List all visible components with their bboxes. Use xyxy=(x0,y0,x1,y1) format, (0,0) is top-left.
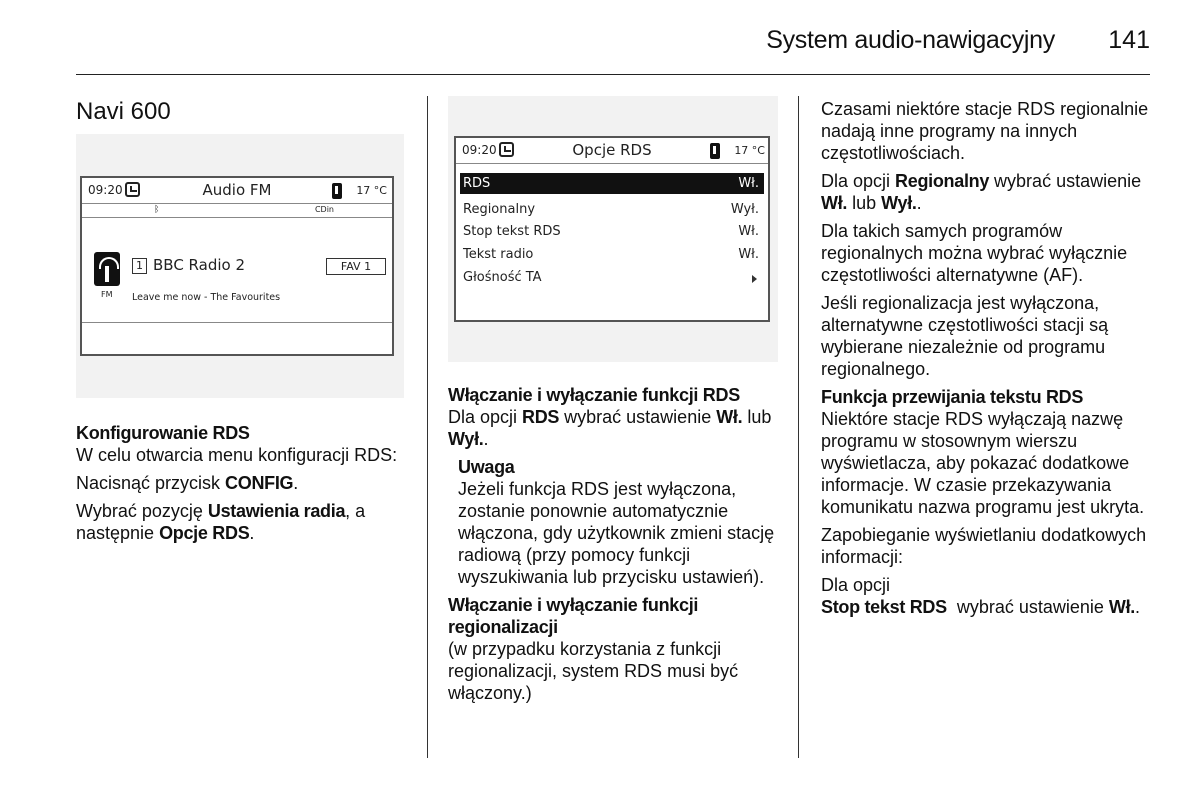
note-box xyxy=(448,456,784,588)
screen-temperature: 17 °C xyxy=(734,144,765,157)
page-header-title: System audio-nawigacyjny xyxy=(766,26,1055,54)
screen-temperature: 17 °C xyxy=(356,184,387,197)
header-rule xyxy=(76,74,1150,75)
screen-time: 09:20 xyxy=(462,143,497,157)
column-3-text xyxy=(821,98,1156,624)
screen-bottom-bar xyxy=(82,322,392,323)
menu-item-glosnosc-ta[interactable]: Głośność TA xyxy=(460,267,764,288)
chevron-right-icon xyxy=(752,275,757,283)
paragraph: Nacisnąć przycisk CONFIG. xyxy=(76,473,299,493)
note-text: Jeżeli funkcja RDS jest wyłączona, zostanie ponownie automatycznie włączona, gdy użytkownik zmieni stację radiową (przy pomocy funkcji wyszukiwania lub przycisku ustawień). xyxy=(458,479,775,587)
rds-options-screen xyxy=(454,136,770,322)
thermometer-icon xyxy=(332,183,342,199)
note-title: Uwaga xyxy=(458,457,515,477)
paragraph: Dla opcji RDS wybrać ustawienie Wł. lub Wył.. xyxy=(448,407,772,449)
paragraph: W celu otwarcia menu konfiguracji RDS: xyxy=(76,445,398,465)
paragraph: Dla opcji Regionalny wybrać ustawienie Wł. lub Wył.. xyxy=(821,171,1142,213)
subheading: Konfigurowanie RDS xyxy=(76,423,250,443)
paragraph: Dla opcji Stop tekst RDS wybrać ustawienie Wł.. xyxy=(821,575,1141,617)
paragraph: Wybrać pozycję Ustawienia radia, a następnie Opcje RDS. xyxy=(76,501,366,543)
subheading: Włączanie i wyłączanie funkcji RDS xyxy=(448,385,740,405)
screen-time: 09:20 xyxy=(88,183,123,197)
preset-number: 1 xyxy=(132,258,147,274)
paragraph: (w przypadku korzystania z funkcji regionalizacji, system RDS musi być włączony.) xyxy=(448,639,739,703)
audio-screen-figure xyxy=(76,134,404,398)
screen-title: Opcje RDS xyxy=(572,141,652,159)
column-1-text xyxy=(76,422,406,550)
column-2-text xyxy=(448,384,784,710)
thermometer-icon xyxy=(710,143,720,159)
screen-title: Audio FM xyxy=(202,181,272,199)
column-1 xyxy=(76,98,406,136)
radio-antenna-icon xyxy=(94,252,120,286)
audio-fm-screen xyxy=(80,176,394,356)
screen-status-bar xyxy=(456,138,768,164)
subheading: Włączanie i wyłączanie funkcji regionalizacji xyxy=(448,595,699,637)
paragraph: Zapobieganie wyświetlaniu dodatkowych informacji: xyxy=(821,525,1147,567)
menu-item-tekst-radio[interactable]: Tekst radio Wł. xyxy=(463,247,759,262)
column-divider-2 xyxy=(798,96,799,758)
menu-item-rds[interactable]: RDS Wł. xyxy=(460,173,764,194)
rds-screen-figure xyxy=(448,96,778,362)
menu-item-regionalny[interactable]: Regionalny Wył. xyxy=(463,202,759,217)
paragraph: Jeśli regionalizacja jest wyłączona, alternatywne częstotliwości stacji są wybierane niezależnie od programu regionalnego. xyxy=(821,293,1109,379)
track-info: Leave me now - The Favourites xyxy=(132,292,281,303)
section-heading: Navi 600 xyxy=(76,98,171,125)
menu-item-stop-tekst-rds[interactable]: Stop tekst RDS Wł. xyxy=(463,224,759,239)
subheading: Funkcja przewijania tekstu RDS xyxy=(821,387,1084,407)
paragraph: Dla takich samych programów regionalnych można wybrać wyłącznie częstotliwości alternatywne (AF). xyxy=(821,221,1128,285)
page-number: 141 xyxy=(1108,26,1150,54)
station-name: BBC Radio 2 xyxy=(153,256,246,274)
bluetooth-icon: ᛒ xyxy=(154,205,160,215)
band-label: FM xyxy=(101,290,113,299)
screen-status-bar xyxy=(82,178,392,204)
paragraph: Niektóre stacje RDS wyłączają nazwę programu w stosownym wierszu wyświetlacza, aby pokazać dodatkowe informacje. W czasie przekazywania komunikatu nazwa programu jest ukryta. xyxy=(821,409,1145,517)
column-divider-1 xyxy=(427,96,428,758)
paragraph: Czasami niektóre stacje RDS regionalnie nadają inne programy na innych częstotliwościach. xyxy=(821,99,1149,163)
fav-button[interactable]: FAV 1 xyxy=(326,258,386,275)
screen-source-bar xyxy=(82,204,392,218)
cd-in-label: CDin xyxy=(314,205,334,214)
